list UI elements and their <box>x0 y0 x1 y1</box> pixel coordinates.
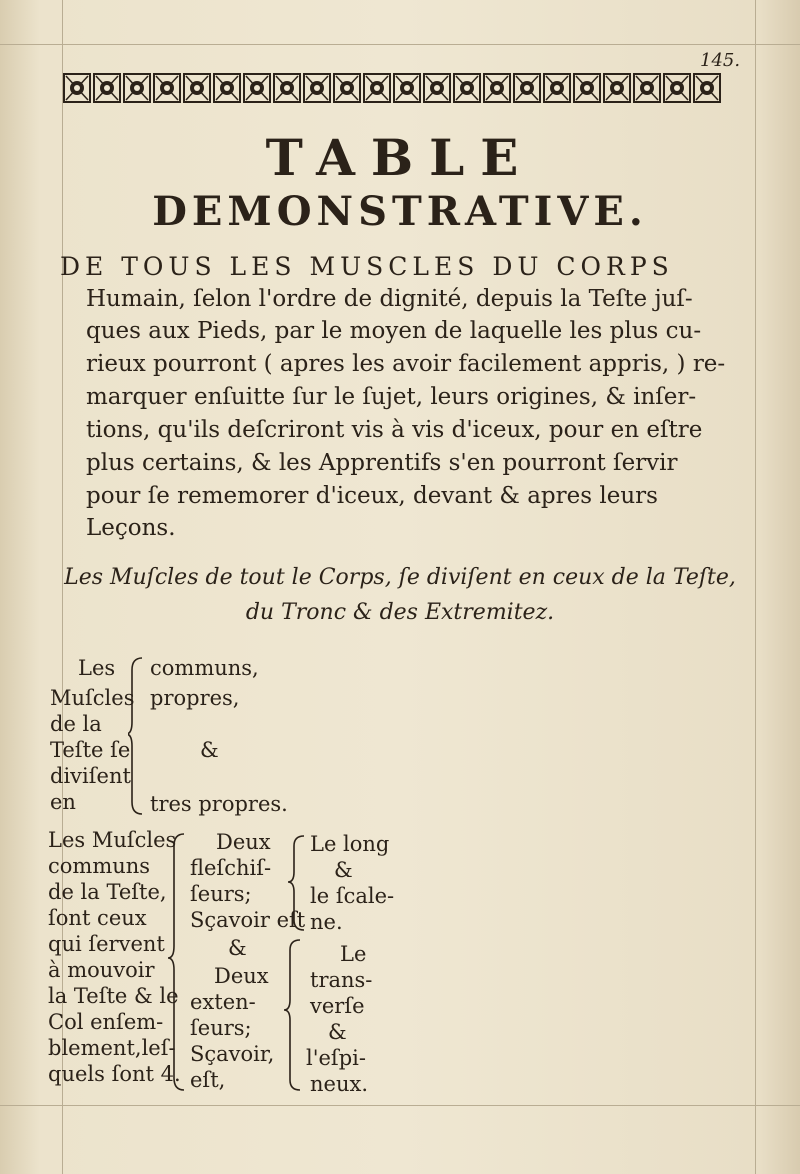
table2-col1-text: communs <box>48 854 151 878</box>
intro-line: pour ſe rememorer d'iceux, devant & apres leurs <box>86 483 658 509</box>
extensor-names-text: Le <box>340 942 367 966</box>
flexor-names-text: ne. <box>310 910 343 934</box>
table2-col1-text: ſont ceux <box>48 906 147 930</box>
flexor-names-text: Le long <box>310 832 390 856</box>
table1-left-text: en <box>50 790 76 814</box>
extensors-text: Deux <box>214 964 269 988</box>
intro-line: Humain, ſelon l'ordre de dignité, depuis la Teſte juſ- <box>86 286 693 312</box>
table1-right-text: & <box>200 738 219 762</box>
extensor-names-text: neux. <box>310 1072 368 1096</box>
extensors-text: exten- <box>190 990 256 1014</box>
extensor-brace <box>284 938 304 1094</box>
extensor-names-text: l'eſpi- <box>306 1046 366 1070</box>
headpiece-ornament <box>62 70 742 106</box>
table2-main-brace <box>168 832 188 1092</box>
title-line-1: TABLE <box>265 128 535 187</box>
flexor-brace <box>288 834 308 934</box>
table2-col1-text: quels ſont 4. <box>48 1062 181 1086</box>
table2-col1-text: Les Muſcles <box>48 828 177 852</box>
top-rule <box>0 44 800 45</box>
division-line-2: du Tronc & des Extremitez. <box>245 600 555 625</box>
intro-line: tions, qu'ils deſcriront vis à vis d'iceux, pour en eſtre <box>86 417 703 443</box>
flexors-text: Sçavoir eſt <box>190 908 306 932</box>
extensors-text: eſt, <box>190 1068 226 1092</box>
extensor-names-text: trans- <box>310 968 373 992</box>
table2-col1-text: Col enſem- <box>48 1010 164 1034</box>
intro-line: plus certains, & les Apprentifs s'en pourront ſervir <box>86 450 678 476</box>
table1-brace <box>128 656 146 816</box>
flexors-text: fleſchiſ- <box>190 856 272 880</box>
flexors-text: Deux <box>216 830 271 854</box>
table2-col1-text: blement,leſ- <box>48 1036 176 1060</box>
intro-line: rieux pourront ( apres les avoir facilement appris, ) re- <box>86 351 726 377</box>
table1-right-text: communs, <box>150 656 259 680</box>
intro-heading: DE TOUS LES MUSCLES DU CORPS <box>60 252 674 281</box>
table1-left-text: diviſent <box>50 764 131 788</box>
flexors-text: ſeurs; <box>190 882 252 906</box>
table1-left-text: de la <box>50 712 102 736</box>
bottom-rule <box>0 1105 800 1106</box>
table1-left-text: Les <box>78 656 116 680</box>
table1-right-text: propres, <box>150 686 240 710</box>
table1-left-text: Muſcles <box>50 686 135 710</box>
page-number: 145. <box>700 50 741 71</box>
table1-right-text: tres propres. <box>150 792 288 816</box>
and-text: & <box>228 936 247 960</box>
table2-col1-text: de la Teſte, <box>48 880 167 904</box>
intro-line: Leçons. <box>86 515 176 541</box>
table1-left-text: Teſte ſe <box>50 738 131 762</box>
division-line-1: Les Muſcles de tout le Corps, ſe diviſent en ceux de la Teſte, <box>64 565 736 590</box>
table2-col1-text: la Teſte & le <box>48 984 179 1008</box>
extensors-text: ſeurs; <box>190 1016 252 1040</box>
extensor-names-text: & <box>328 1020 347 1044</box>
title-line-2: DEMONSTRATIVE. <box>152 188 648 235</box>
extensor-names-text: verſe <box>310 994 365 1018</box>
table2-col1-text: qui ſervent <box>48 932 165 956</box>
extensors-text: Sçavoir, <box>190 1042 275 1066</box>
flexor-names-text: le ſcale- <box>310 884 395 908</box>
flexor-names-text: & <box>334 858 353 882</box>
intro-line: ques aux Pieds, par le moyen de laquelle les plus cu- <box>86 318 702 344</box>
table2-col1-text: à mouvoir <box>48 958 155 982</box>
intro-line: marquer enſuitte ſur le ſujet, leurs origines, & inſer- <box>86 384 697 410</box>
